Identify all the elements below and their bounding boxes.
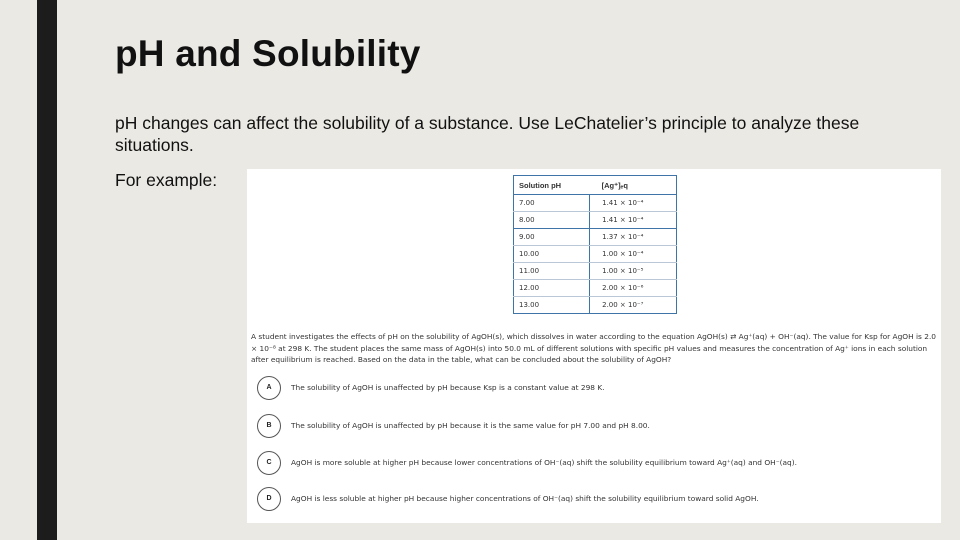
question-stem: A student investigates the effects of pH on the solubility of AgOH(s), which dissolves in water according to the equation AgOH(s) ⇄ Ag⁺(aq) + OH⁻(aq). The value for Ksp for AgOH is 2.0 × 10⁻⁸ at 298 K. The student places the same mass of AgOH(s) into 50.0 mL of different solutions with specific pH values and measures the concentration of Ag⁺ ions in each solution after equilibrium is reached. Based on the data in the table, what can be concluded about the solubility of AgOH?	[251, 332, 937, 364]
table-row	[514, 229, 677, 246]
table-cell-ag: 1.00 × 10⁻⁴	[590, 246, 677, 263]
table-row	[514, 263, 677, 280]
answer-choice-d[interactable]	[253, 487, 933, 511]
column-header-ag: [Ag⁺]ₑq	[590, 176, 677, 195]
table-cell-ph: 8.00	[514, 212, 590, 229]
choice-text-c: AgOH is more soluble at higher pH because lower concentrations of OH⁻(aq) shift the solubility equilibrium toward Ag⁺(aq) and OH⁻(aq).	[291, 458, 797, 467]
solubility-table	[513, 175, 677, 314]
table-cell-ag: 1.37 × 10⁻⁴	[590, 229, 677, 246]
table-cell-ag: 2.00 × 10⁻⁶	[590, 280, 677, 297]
table-cell-ag: 2.00 × 10⁻⁷	[590, 297, 677, 314]
table-cell-ph: 11.00	[514, 263, 590, 280]
table-row	[514, 280, 677, 297]
table-cell-ag: 1.41 × 10⁻⁴	[590, 212, 677, 229]
table-row	[514, 246, 677, 263]
column-header-ph: Solution pH	[514, 176, 590, 195]
question-figure	[247, 169, 941, 523]
table-cell-ph: 13.00	[514, 297, 590, 314]
slide-title: pH and Solubility	[115, 33, 421, 74]
answer-choice-c[interactable]	[253, 451, 933, 475]
left-accent-bar	[37, 0, 57, 540]
choice-text-b: The solubility of AgOH is unaffected by pH because it is the same value for pH 7.00 and pH 8.00.	[291, 421, 650, 430]
table-row	[514, 195, 677, 212]
table-cell-ph: 12.00	[514, 280, 590, 297]
slide-body-text: pH changes can affect the solubility of a substance. Use LeChatelier’s principle to analyze these situations.	[115, 113, 860, 155]
table-row	[514, 212, 677, 229]
table-cell-ph: 9.00	[514, 229, 590, 246]
choice-letter-a[interactable]: A	[257, 376, 281, 400]
table-cell-ph: 10.00	[514, 246, 590, 263]
choice-text-d: AgOH is less soluble at higher pH because higher concentrations of OH⁻(aq) shift the solubility equilibrium toward solid AgOH.	[291, 494, 759, 503]
answer-choice-a[interactable]	[253, 376, 933, 400]
example-label: For example:	[115, 170, 218, 190]
choice-letter-b[interactable]: B	[257, 414, 281, 438]
answer-choice-b[interactable]	[253, 414, 933, 438]
choice-letter-c[interactable]: C	[257, 451, 281, 475]
table-cell-ag: 1.00 × 10⁻⁵	[590, 263, 677, 280]
choice-letter-d[interactable]: D	[257, 487, 281, 511]
table-cell-ag: 1.41 × 10⁻⁴	[590, 195, 677, 212]
table-cell-ph: 7.00	[514, 195, 590, 212]
table-header-row	[514, 176, 677, 195]
right-frame	[948, 0, 960, 540]
choice-text-a: The solubility of AgOH is unaffected by pH because Ksp is a constant value at 298 K.	[291, 383, 605, 392]
table-row	[514, 297, 677, 314]
